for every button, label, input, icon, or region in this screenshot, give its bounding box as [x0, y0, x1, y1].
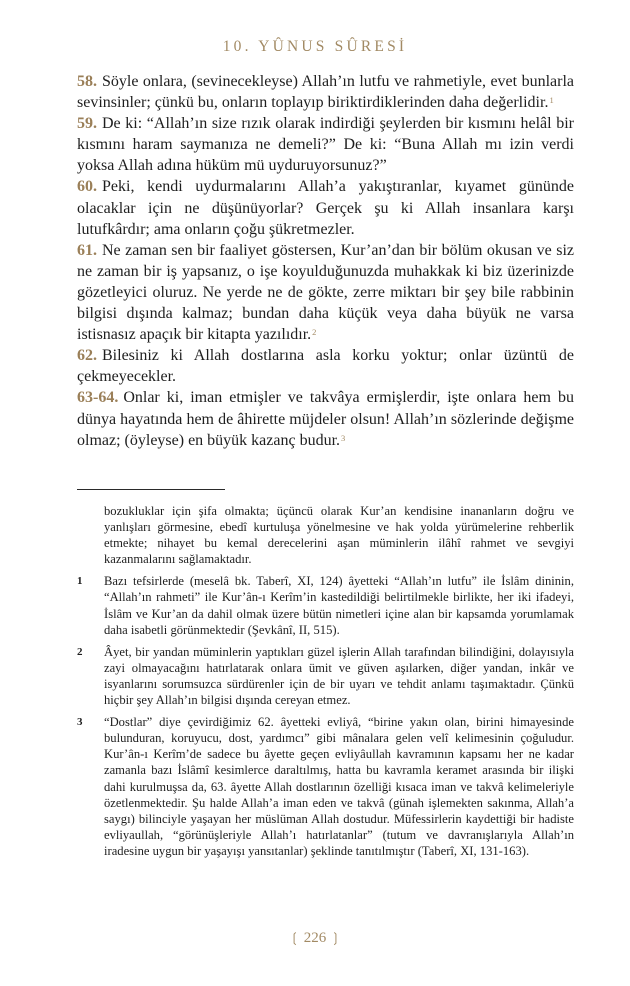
page-number: 226	[303, 930, 327, 946]
footnote-text: Âyet, bir yandan müminlerin yaptıkları güzel işlerin Allah tarafından bilindiğini, dolayısıyla zayi olmayacağını hatırlatarak onlara ümit ve güven aşılarken, diğer yandan, inkâr ve isyanlarını sorumsuzca sürdürenler için de bir uyarı ve tehdit anlamı taşımaktadır. Çünkü hiçbir şey Allah’ın bilgisi dışında cereyan etmez.	[104, 644, 574, 708]
footnote-mark: 1	[77, 575, 83, 588]
verse-59	[77, 113, 574, 176]
verse-text: Peki, kendi uydurmalarını Allah’a yakıştıranlar, kıyamet gününde olacaklar için ne düşünüyorlar? Gerçek şu ki Allah insanlara karşı lutufkârdır; ama onların çoğu şükretmezler.	[77, 178, 574, 238]
verse-62	[77, 345, 574, 387]
verse-text: Bilesiniz ki Allah dostlarına asla korku yoktur; onlar üzüntü de çekmeyecekler.	[77, 347, 574, 386]
footnote-2	[77, 644, 574, 708]
verse-number: 60.	[77, 178, 97, 196]
footnote-1	[77, 573, 574, 637]
footnote-continued	[77, 503, 574, 567]
footnote-ref[interactable]: 1	[549, 95, 554, 106]
right-ornament-icon: ❳	[330, 930, 341, 945]
running-header: 10. YÛNUS SÛRESİ	[222, 38, 408, 55]
verse-number: 62.	[77, 347, 97, 365]
footnote-text: Bazı tefsirlerde (meselâ bk. Taberî, XI, 124) âyetteki “Allah’ın lutfu” ile İslâm dininin, “Allah’ın rahmeti” ile Kur’ân-ı Kerîm’in kastedildiği belirtilmekle birlikte, her iki ifadeyi, İslâm ve Kur’an da dahil olmak üzere bütün nimetleri içine alan bir kapsamda yorumlamak daha isabetli görünmektedir (Şevkânî, II, 515).	[104, 574, 574, 637]
verse-61	[77, 240, 574, 345]
footnote-divider	[77, 489, 225, 490]
verse-number: 58.	[77, 73, 97, 90]
footnote-mark: 2	[77, 645, 83, 658]
footnote-mark: 3	[77, 716, 83, 729]
verse-number: 59.	[77, 115, 97, 133]
page-number-block	[0, 930, 630, 947]
verse-number: 63-64.	[77, 389, 119, 407]
footnote-ref[interactable]: 2	[312, 327, 317, 338]
left-ornament-icon: ❲	[289, 930, 300, 945]
footnote-ref[interactable]: 3	[341, 432, 346, 443]
verse-text: De ki: “Allah’ın size rızık olarak indirdiği şeylerden bir kısmını helâl bir kısmını haram saymanıza ne demeli?” De ki: “Buna Allah mı izin verdi yoksa Allah adına hüküm mü uyduruyorsunuz?”	[77, 115, 574, 175]
verse-text: Onlar ki, iman etmişler ve takvâya ermişlerdir, işte onlara hem bu dünya hayatında hem de âhirette müjdeler olsun! Allah’ın sözlerinde değişme olmaz; (öyleyse) en büyük kazanç budur.	[77, 389, 574, 449]
footnote-mark	[77, 503, 104, 567]
verse-body	[77, 71, 574, 451]
footnote-text: “Dostlar” diye çevirdiğimiz 62. âyetteki evliyâ, “birine yakın olan, birini himayesinde bulunduran, koruyucu, dost, yardımcı” gibi mânalara gelen velî kelimesinin çoğuludur. Kur’ân-ı Kerîm’de sadece bu âyette geçen evliyâullah kavramının kapsamı her ne kadar zamanla bazı İslâmî kesimlerce daraltılmış, hatta bu kavramla keramet arasında bir ilişki dahi kurulmuşsa da, 63. âyette Allah dostlarının özelliği kısaca iman ve takvâ kelimeleriyle özetlenmektedir. Şu halde Allah’a iman eden ve takvâ (günah işlemekten sakınma, Allah’a saygı) bilinciyle yaşayan her müslüman Allah dostudur. Müfessirlerin kaydettiği bir hadiste evliyaullah, “görünüşleriyle Allah’ı hatırlatanlar” (tutum ve davranışlarıyla Allah’ın iradesine uygun bir yaşayışı yansıtanlar) şeklinde tanıtılmıştır (Taberî, XI, 131-163).	[104, 715, 574, 858]
verse-number: 61.	[77, 241, 97, 259]
footnotes	[77, 503, 574, 865]
footnote-text: bozukluklar için şifa olmakta; üçüncü olarak Kur’an kendisine inananların doğru ve yanlışları görmesine, ebedî kurtuluşa yönelmesine ve hak yolda yürümelerine rehberlik etmekte; nihayet bu kemal derecelerini aşan müminlerin ilâhî rahmet ve sevgiyi kazanmalarını sağlamaktadır.	[104, 504, 574, 567]
verse-63-64	[77, 387, 574, 450]
verse-58	[77, 71, 574, 113]
verse-text: Ne zaman sen bir faaliyet göstersen, Kur’an’dan bir bölüm okusan ve siz ne zaman bir iş yapsanız, o işe koyulduğunuzda muhakkak ki biz üzerinizde gözetleyici oluruz. Ne yerde ne de gökte, zerre miktarı bir şey bile rabbinin bilgisi dışında kalmaz; bundan daha küçük veya daha büyük ne varsa istisnasız apaçık bir kitapta yazılıdır.	[77, 241, 574, 344]
verse-text: Söyle onlara, (sevinecekleyse) Allah’ın lutfu ve rahmetiyle, evet bunlarla sevinsinler; çünkü bu, onların toplayıp biriktirdiklerinden daha değerlidir.	[77, 73, 574, 112]
verse-60	[77, 176, 574, 239]
footnote-3	[77, 714, 574, 859]
